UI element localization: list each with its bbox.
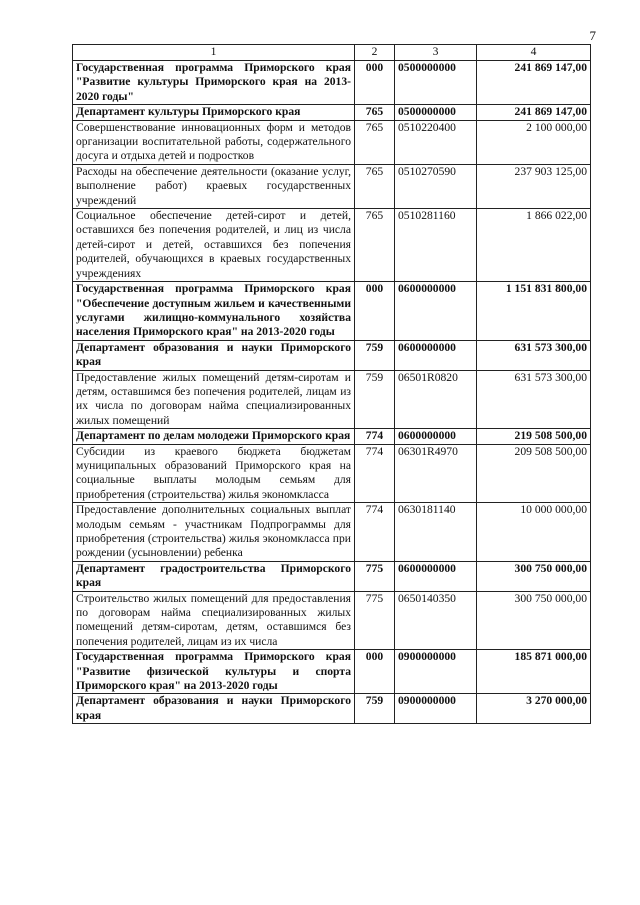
row-program-code-cell: 0600000000: [395, 429, 477, 444]
row-admin-code-cell: 759: [355, 340, 395, 370]
row-name-cell: Государственная программа Приморского края "Обеспечение доступным жильем и качественными услугами жилищно-коммунального хозяйства населения Приморского края" на 2013-2020 годы: [73, 282, 355, 341]
row-name-cell: Субсидии из краевого бюджета бюджетам муниципальных образований Приморского края на социальные выплаты молодым семьям для приобретения (строительства) жилья экономкласса: [73, 444, 355, 503]
row-amount-cell: 631 573 300,00: [477, 370, 591, 429]
row-program-code-cell: 06501R0820: [395, 370, 477, 429]
table-row: [73, 209, 591, 282]
row-name-cell: Департамент образования и науки Приморского края: [73, 694, 355, 724]
row-program-code-cell: 0600000000: [395, 340, 477, 370]
row-name-cell: Социальное обеспечение детей-сирот и детей, оставшихся без попечения родителей, и лиц из числа детей-сирот и детей, оставшихся без попечения родителей, обучающихся в краевых государственных учреждениях: [73, 209, 355, 282]
row-name-cell: Государственная программа Приморского края "Развитие культуры Приморского края на 2013-2020 годы": [73, 61, 355, 105]
row-admin-code-cell: 000: [355, 61, 395, 105]
row-admin-code-cell: 000: [355, 650, 395, 694]
row-amount-cell: 10 000 000,00: [477, 503, 591, 562]
row-admin-code-cell: 765: [355, 164, 395, 208]
column-header: 3: [395, 45, 477, 61]
table-row: [73, 340, 591, 370]
column-header: 2: [355, 45, 395, 61]
row-program-code-cell: 0510270590: [395, 164, 477, 208]
row-admin-code-cell: 774: [355, 444, 395, 503]
row-admin-code-cell: 765: [355, 209, 395, 282]
row-program-code-cell: 0650140350: [395, 591, 477, 650]
row-program-code-cell: 0600000000: [395, 561, 477, 591]
row-name-cell: Предоставление жилых помещений детям-сиротам и детям, оставшимся без попечения родителей, лицам из их числа по договорам найма специализированных жилых помещений: [73, 370, 355, 429]
row-admin-code-cell: 759: [355, 370, 395, 429]
row-program-code-cell: 0630181140: [395, 503, 477, 562]
table-row: [73, 591, 591, 650]
row-name-cell: Совершенствование инновационных форм и методов организации воспитательной работы, содержательного досуга и отдыха детей и подростков: [73, 120, 355, 164]
row-admin-code-cell: 765: [355, 120, 395, 164]
table-row: [73, 561, 591, 591]
table-row: [73, 429, 591, 444]
row-amount-cell: 3 270 000,00: [477, 694, 591, 724]
table-row: [73, 120, 591, 164]
budget-table: [72, 44, 591, 724]
row-amount-cell: 241 869 147,00: [477, 105, 591, 120]
row-amount-cell: 237 903 125,00: [477, 164, 591, 208]
table-row: [73, 61, 591, 105]
row-amount-cell: 1 866 022,00: [477, 209, 591, 282]
row-program-code-cell: 0510281160: [395, 209, 477, 282]
row-amount-cell: 300 750 000,00: [477, 561, 591, 591]
row-program-code-cell: 0500000000: [395, 105, 477, 120]
row-amount-cell: 185 871 000,00: [477, 650, 591, 694]
column-header: 4: [477, 45, 591, 61]
row-name-cell: Расходы на обеспечение деятельности (оказание услуг, выполнение работ) краевых государственных учреждений: [73, 164, 355, 208]
row-admin-code-cell: 759: [355, 694, 395, 724]
table-row: [73, 370, 591, 429]
row-admin-code-cell: 775: [355, 591, 395, 650]
table-row: [73, 503, 591, 562]
row-admin-code-cell: 775: [355, 561, 395, 591]
table-row: [73, 444, 591, 503]
column-header: 1: [73, 45, 355, 61]
table-row: [73, 650, 591, 694]
table-row: [73, 105, 591, 120]
row-program-code-cell: 0900000000: [395, 650, 477, 694]
row-program-code-cell: 0900000000: [395, 694, 477, 724]
row-name-cell: Строительство жилых помещений для предоставления по договорам найма специализированных жилых помещений детям-сиротам, детям, оставшимся без попечения родителей, лицам из их числа: [73, 591, 355, 650]
row-name-cell: Департамент по делам молодежи Приморского края: [73, 429, 355, 444]
page-number: 7: [589, 28, 596, 43]
row-program-code-cell: 06301R4970: [395, 444, 477, 503]
row-admin-code-cell: 774: [355, 503, 395, 562]
row-amount-cell: 209 508 500,00: [477, 444, 591, 503]
row-amount-cell: 241 869 147,00: [477, 61, 591, 105]
table-row: [73, 164, 591, 208]
row-amount-cell: 300 750 000,00: [477, 591, 591, 650]
row-name-cell: Государственная программа Приморского края "Развитие физической культуры и спорта Приморского края" на 2013-2020 годы: [73, 650, 355, 694]
row-program-code-cell: 0600000000: [395, 282, 477, 341]
row-program-code-cell: 0500000000: [395, 61, 477, 105]
table-row: [73, 282, 591, 341]
table-header-row: [73, 45, 591, 61]
table-row: [73, 694, 591, 724]
row-name-cell: Департамент образования и науки Приморского края: [73, 340, 355, 370]
row-amount-cell: 631 573 300,00: [477, 340, 591, 370]
row-admin-code-cell: 774: [355, 429, 395, 444]
row-amount-cell: 219 508 500,00: [477, 429, 591, 444]
row-admin-code-cell: 000: [355, 282, 395, 341]
row-admin-code-cell: 765: [355, 105, 395, 120]
row-name-cell: Департамент культуры Приморского края: [73, 105, 355, 120]
row-name-cell: Департамент градостроительства Приморского края: [73, 561, 355, 591]
row-program-code-cell: 0510220400: [395, 120, 477, 164]
row-amount-cell: 2 100 000,00: [477, 120, 591, 164]
row-amount-cell: 1 151 831 800,00: [477, 282, 591, 341]
table-body: [73, 61, 591, 724]
row-name-cell: Предоставление дополнительных социальных выплат молодым семьям - участникам Подпрограммы для приобретения (строительства) жилья экономкласса при рождении (усыновлении) ребенка: [73, 503, 355, 562]
